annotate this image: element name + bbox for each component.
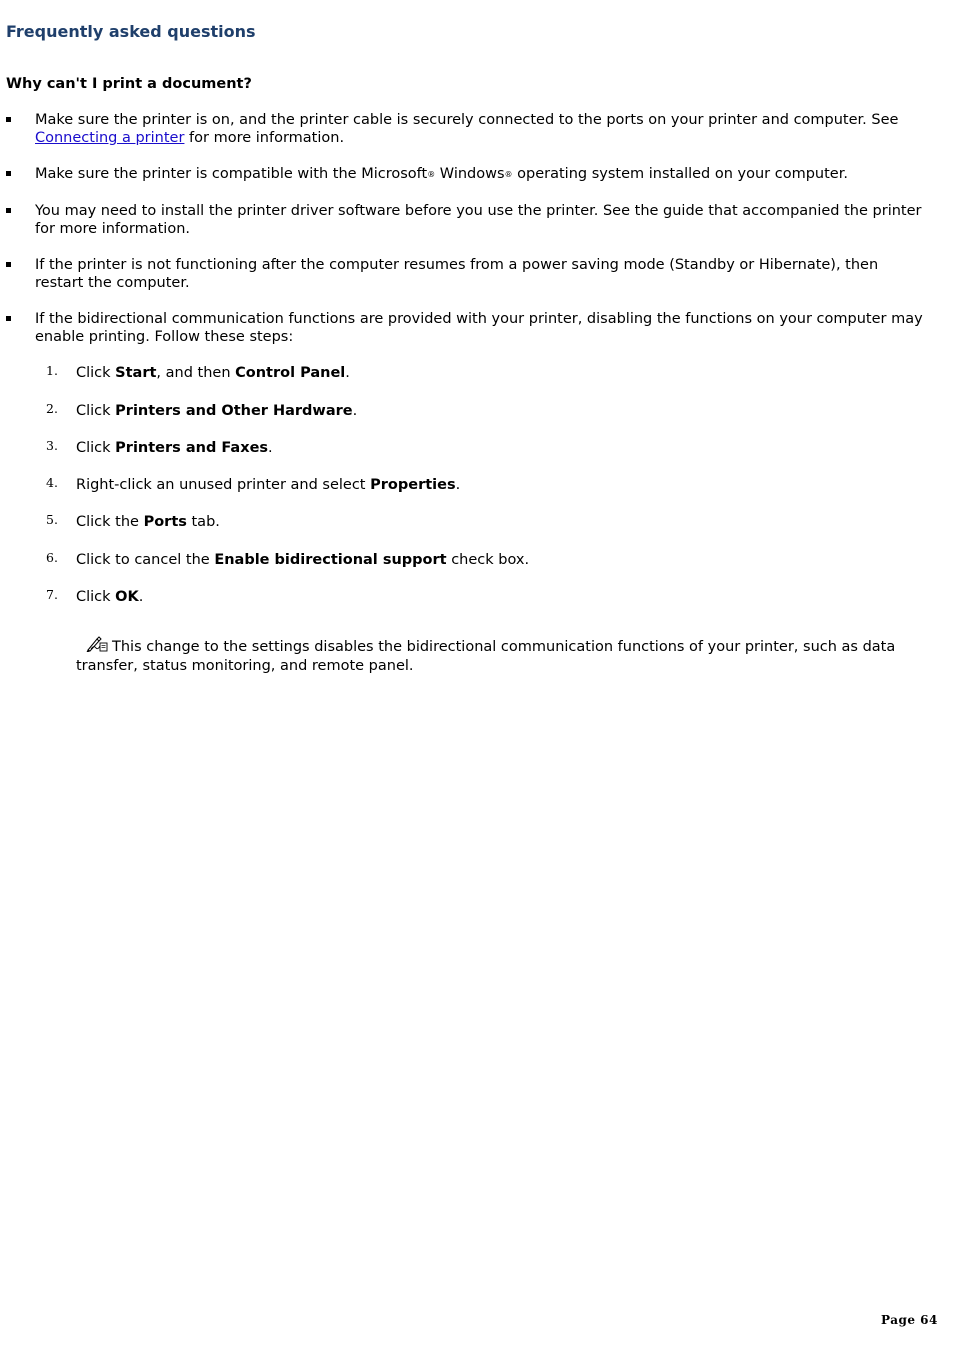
page-number: Page 64 [881,1313,938,1327]
bullet-text: Make sure the printer is compatible with the Microsoft® Windows® operating system installed on your computer. [35,166,848,182]
step-item [46,402,357,420]
list-item [6,310,924,346]
list-item [6,165,924,183]
step-item [46,364,350,382]
bullet-text: If the printer is not functioning after the computer resumes from a power saving mode (Standby or Hibernate), then restart the computer. [35,257,879,291]
step-number: 1. [46,363,58,378]
question-heading: Why can't I print a document? [6,76,252,92]
list-item [6,111,924,147]
step-text: Click Printers and Faxes. [76,440,273,456]
bullet-text: If the bidirectional communication functions are provided with your printer, disabling the functions on your computer may enable printing. Follow these steps: [35,311,923,345]
connecting-printer-link[interactable]: Connecting a printer [35,130,185,146]
step-text: Right-click an unused printer and select Properties. [76,477,461,493]
step-text: Click OK. [76,589,144,605]
square-bullet-icon [6,117,11,122]
step-number: 2. [46,401,58,416]
step-text: Click Start, and then Control Panel. [76,365,350,381]
list-item [6,256,924,292]
bullet-text: You may need to install the printer driver software before you use the printer. See the guide that accompanied the printer for more information. [35,203,922,237]
step-item [46,551,529,569]
step-number: 7. [46,587,58,602]
step-item [46,588,143,606]
step-text: Click the Ports tab. [76,514,220,530]
registered-mark: ® [427,170,436,179]
step-number: 5. [46,512,58,527]
step-number: 6. [46,550,58,565]
square-bullet-icon [6,208,11,213]
square-bullet-icon [6,262,11,267]
step-item [46,476,460,494]
step-item [46,513,220,531]
note-pencil-icon [86,636,108,657]
step-text: Click to cancel the Enable bidirectional support check box. [76,552,530,568]
square-bullet-icon [6,171,11,176]
page-title: Frequently asked questions [6,22,256,41]
note-text: This change to the settings disables the bidirectional communication functions of your printer, such as data transfer, status monitoring, and remote panel. [76,639,896,674]
step-number: 4. [46,475,58,490]
registered-mark: ® [504,170,513,179]
step-item [46,439,273,457]
list-item [6,202,924,238]
note-block [76,636,930,675]
bullet-text: Make sure the printer is on, and the printer cable is securely connected to the ports on your printer and computer. See Connecting a printer for more information. [35,112,899,146]
step-text: Click Printers and Other Hardware. [76,403,358,419]
step-number: 3. [46,438,58,453]
square-bullet-icon [6,316,11,321]
